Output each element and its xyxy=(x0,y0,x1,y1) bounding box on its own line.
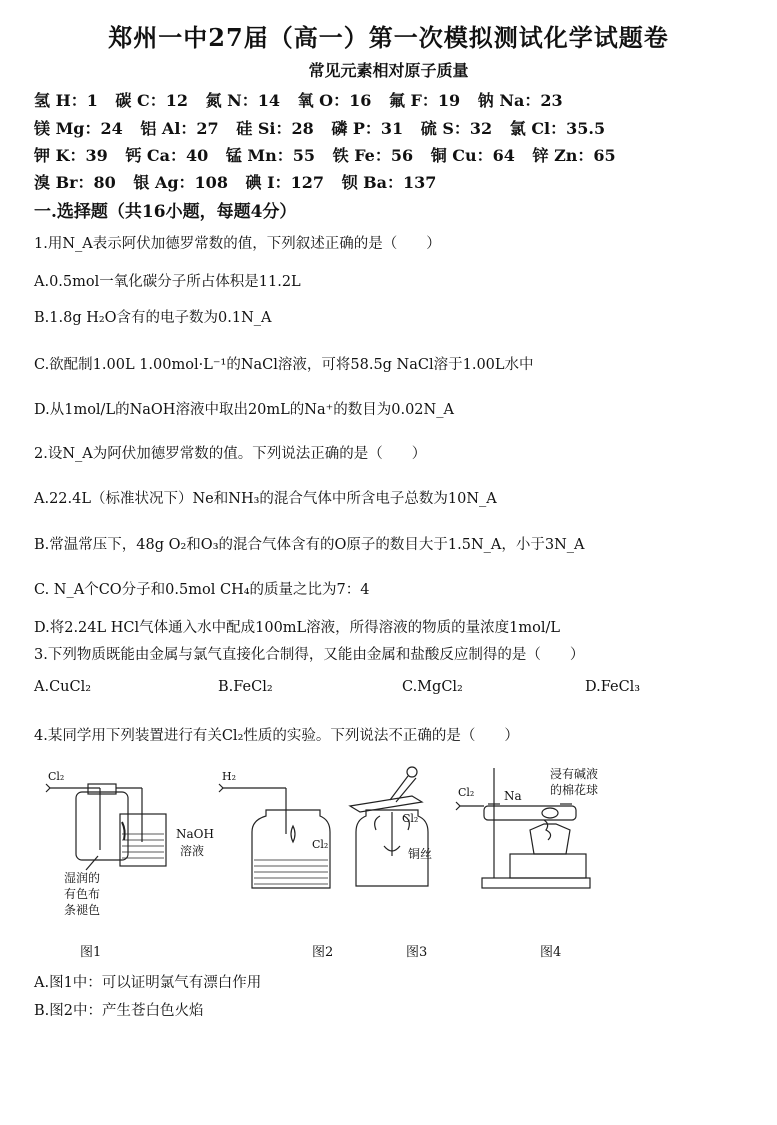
fig2-label-h2: H₂ xyxy=(222,770,237,783)
q1-option-c: C.欲配制1.00L 1.00mol·L⁻¹的NaCl溶液，可将58.5g NaCl溶于1.00L水中 xyxy=(34,357,534,373)
q3-stem: 3.下列物质既能由金属与氯气直接化合制得，又能由金属和盐酸反应制得的是（ ） xyxy=(34,647,585,663)
q4-figures xyxy=(30,760,650,960)
q2-option-d: D.将2.24L HCl气体通入水中配成100mL溶液，所得溶液的物质的量浓度1mol/L xyxy=(34,620,561,636)
q1-option-d: D.从1mol/L的NaOH溶液中取出20mL的Na⁺的数目为0.02N_A xyxy=(34,402,454,418)
atomic-mass-row-3 xyxy=(34,143,628,166)
mass-mg: 镁 Mg：24 xyxy=(34,119,123,138)
atomic-mass-row-1 xyxy=(34,88,575,111)
mass-c: 碳 C：12 xyxy=(115,91,188,110)
page-title: 郑州一中27届（高一）第一次模拟测试化学试题卷 xyxy=(108,23,669,52)
q1-option-b: B.1.8g H₂O含有的电子数为0.1N_A xyxy=(34,310,272,326)
mass-p: 磷 P：31 xyxy=(331,119,404,138)
q3-option-b: B.FeCl₂ xyxy=(218,679,273,695)
fig4-caption: 图4 xyxy=(540,945,562,960)
q4-stem: 4.某同学用下列装置进行有关Cl₂性质的实验。下列说法不正确的是（ ） xyxy=(34,728,519,744)
fig1-caption: 图1 xyxy=(80,945,102,960)
fig3-caption: 图3 xyxy=(406,945,428,960)
mass-fe: 铁 Fe：56 xyxy=(332,146,414,165)
figure-1-apparatus xyxy=(46,784,166,870)
page-subtitle: 常见元素相对原子质量 xyxy=(308,61,469,80)
mass-si: 硅 Si：28 xyxy=(236,119,314,138)
mass-n: 氮 N：14 xyxy=(205,91,281,110)
mass-f: 氟 F：19 xyxy=(388,91,461,110)
fig1-label-cl2: Cl₂ xyxy=(48,770,65,783)
mass-k: 钾 K：39 xyxy=(34,146,108,165)
mass-ca: 钙 Ca：40 xyxy=(125,146,209,165)
q2-option-b: B.常温常压下，48g O₂和O₃的混合气体含有的O原子的数目大于1.5N_A，小于3N_A xyxy=(34,537,585,553)
mass-ag: 银 Ag：108 xyxy=(133,173,228,192)
fig2-label-cl2: Cl₂ xyxy=(312,838,329,851)
figure-3-apparatus xyxy=(350,767,428,886)
fig3-label-cl2: Cl₂ xyxy=(402,812,419,825)
fig4-label-cl2: Cl₂ xyxy=(458,786,475,799)
mass-mn: 锰 Mn：55 xyxy=(225,146,316,165)
mass-zn: 锌 Zn：65 xyxy=(532,146,616,165)
figure-2-apparatus xyxy=(219,784,330,888)
q4-option-b: B.图2中：产生苍白色火焰 xyxy=(34,1003,204,1019)
mass-br: 溴 Br：80 xyxy=(34,173,116,192)
fig4-label-alkali: 浸有碱液 xyxy=(550,767,599,781)
mass-s: 硫 S：32 xyxy=(420,119,493,138)
q3-option-c: C.MgCl₂ xyxy=(402,679,463,695)
fig1-label-wet: 湿润的 xyxy=(64,871,101,885)
mass-cl: 氯 Cl：35.5 xyxy=(509,119,606,138)
mass-al: 铝 Al：27 xyxy=(140,119,219,138)
q2-option-c: C. N_A个CO分子和0.5mol CH₄的质量之比为7：4 xyxy=(34,582,370,598)
fig4-label-na: Na xyxy=(504,789,522,803)
fig2-caption: 图2 xyxy=(312,945,334,960)
mass-h: 氢 H：1 xyxy=(34,91,98,110)
q1-option-a: A.0.5mol一氧化碳分子所占体积是11.2L xyxy=(34,274,301,290)
fig1-label-fade: 条褪色 xyxy=(64,903,101,917)
section-heading: 一.选择题（共16小题，每题4分） xyxy=(34,202,297,222)
mass-na: 钠 Na：23 xyxy=(477,91,563,110)
mass-ba: 钡 Ba：137 xyxy=(341,173,437,192)
fig3-label-copper-wire: 铜丝 xyxy=(408,847,433,861)
mass-cu: 铜 Cu：64 xyxy=(430,146,515,165)
atomic-mass-row-2 xyxy=(34,116,617,139)
atomic-mass-row-4 xyxy=(34,170,448,193)
fig1-label-solution: 溶液 xyxy=(180,844,205,858)
q3-option-a: A.CuCl₂ xyxy=(34,679,92,695)
fig1-label-cloth: 有色布 xyxy=(64,887,101,901)
fig4-label-cotton: 的棉花球 xyxy=(550,783,599,797)
q4-option-a: A.图1中：可以证明氯气有漂白作用 xyxy=(34,975,262,991)
q2-stem: 2.设N_A为阿伏加德罗常数的值。下列说法正确的是（ ） xyxy=(34,446,427,462)
q2-option-a: A.22.4L（标准状况下）Ne和NH₃的混合气体中所含电子总数为10N_A xyxy=(34,491,497,507)
mass-o: 氧 O：16 xyxy=(297,91,372,110)
mass-i: 碘 I：127 xyxy=(245,173,324,192)
q3-option-d: D.FeCl₃ xyxy=(585,679,641,695)
fig1-label-naoh: NaOH xyxy=(176,827,214,841)
q1-stem: 1.用N_A表示阿伏加德罗常数的值，下列叙述正确的是（ ） xyxy=(34,236,441,252)
